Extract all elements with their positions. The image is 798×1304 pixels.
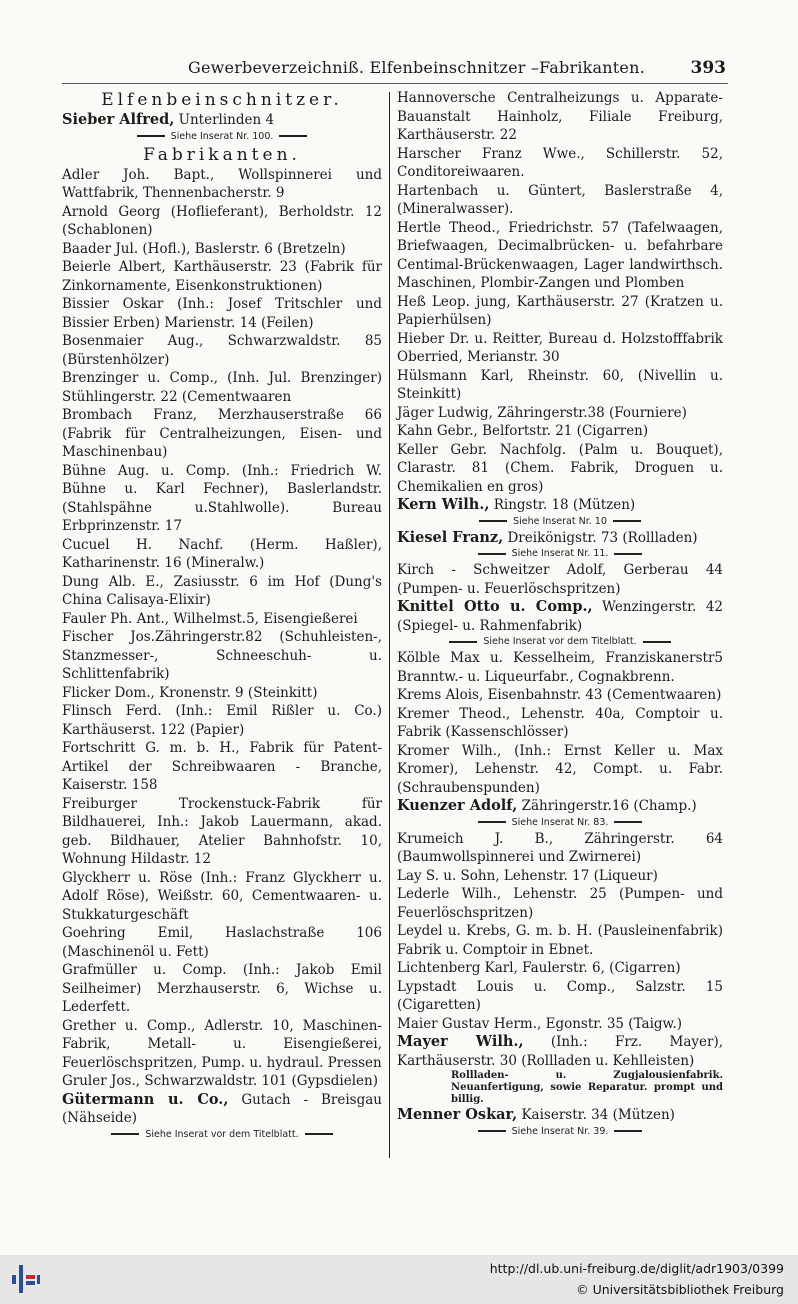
entry-name: Gütermann u. Co., (62, 1090, 229, 1108)
section-heading-elfenbeinschnitzer: Elfenbeinschnitzer. (101, 90, 343, 110)
inserat-note: Siehe Inserat vor dem Titelblatt. (397, 635, 723, 649)
directory-entry: Hülsmann Karl, Rheinstr. 60, (Nivellin u. Steinkitt) (397, 367, 723, 402)
entry-name: Knittel Otto u. Comp., (397, 598, 593, 615)
directory-entry: Hieber Dr. u. Reitter, Bureau d. Holzstofffabrik Oberried, Merianstr. 30 (397, 330, 723, 365)
viewer-footer (0, 1255, 798, 1304)
entry-kuenzer (397, 797, 723, 816)
inserat-note: Siehe Inserat vor dem Titelblatt. (62, 1128, 382, 1142)
directory-entry: Adler Joh. Bapt., Wollspinnerei und Wattfabrik, Thennenbacherstr. 9 (62, 166, 382, 201)
directory-entry: Flinsch Ferd. (Inh.: Emil Rißler u. Co.) Karthäuserst. 122 (Papier) (62, 703, 382, 738)
directory-entry: Krems Alois, Eisenbahnstr. 43 (Cementwaaren) (397, 687, 722, 703)
directory-entry: Grether u. Comp., Adlerstr. 10, Maschinen-Fabrik, Metall- u. Eisengießerei, Feuerlöschspritzen, Pump. u. hydraul. Pressen (62, 1017, 382, 1071)
running-header (60, 58, 726, 82)
entry-sieber (62, 111, 382, 130)
directory-entry: Harscher Franz Wwe., Schillerstr. 52, Conditoreiwaaren. (397, 145, 723, 180)
directory-entry: Arnold Georg (Hoflieferant), Berholdstr. 12 (Schablonen) (62, 203, 382, 238)
entry-name: Kiesel Franz, (397, 528, 504, 546)
directory-entry: Freiburger Trockenstuck-Fabrik für Bildhauerei, Inh.: Jakob Lauermann, akad. geb. Bildhauer, Atelier Bahnhofstr. 10, Wohnung Hildastr. 12 (62, 795, 382, 867)
entry-knittel (397, 598, 723, 635)
directory-entry: Cucuel H. Nachf. (Herm. Haßler), Katharinenstr. 16 (Mineralw.) (62, 536, 382, 571)
directory-entry: Grafmüller u. Comp. (Inh.: Jakob Emil Seilheimer) Merzhauserstr. 6, Wichse u. Lederfett. (62, 962, 382, 1015)
directory-entry: Flicker Dom., Kronenstr. 9 (Steinkitt) (62, 684, 318, 701)
entry-text: Ringstr. 18 (Mützen) (489, 497, 636, 513)
directory-entry: Fortschritt G. m. b. H., Fabrik für Patent-Artikel der Schreibwaaren - Branche, Kaiserstr. 158 (62, 740, 382, 793)
entry-name: Menner Oskar, (397, 1106, 518, 1123)
section-heading-fabrikanten: Fabrikanten. (143, 144, 301, 165)
entry-text: Wenzingerstr. 42 (Spiegel- u. Rahmenfabrik) (397, 599, 723, 634)
directory-entry: Lypstadt Louis u. Comp., Salzstr. 15 (Cigaretten) (397, 978, 723, 1013)
directory-entry: Fauler Ph. Ant., Wilhelmst.5, Eisengießerei (62, 610, 358, 627)
directory-entry: Kölble Max u. Kesselheim, Franziskanerstr5 Branntw.- u. Liqueurfabr., Cognakbrenn. (397, 650, 723, 685)
header-title: Gewerbeverzeichniß. Elfenbeinschnitzer –Fabrikanten. (188, 58, 645, 77)
entry-mayer (397, 1033, 723, 1070)
directory-entry: Brombach Franz, Merzhauserstraße 66 (Fabrik für Centralheizungen, Eisen- und Maschinenbau) (62, 407, 382, 460)
directory-entry: Keller Gebr. Nachfolg. (Palm u. Bouquet), Clarastr. 81 (Chem. Fabrik, Droguen u. Chemikalien en gros) (397, 441, 723, 495)
entry-text: Kaiserstr. 34 (Mützen) (517, 1107, 675, 1123)
library-logo-icon (12, 1262, 40, 1296)
directory-entry: Heß Leop. jung, Karthäuserstr. 27 (Kratzen u. Papierhülsen) (397, 293, 723, 328)
directory-entry: Gruler Jos., Schwarzwaldstr. 101 (Gypsdielen) (62, 1073, 378, 1089)
directory-entry: Goehring Emil, Haslachstraße 106 (Maschinenöl u. Fett) (62, 925, 382, 960)
directory-entry: Baader Jul. (Hofl.), Baslerstr. 6 (Bretzeln) (62, 240, 346, 257)
advert-notice: Rollladen- u. Zugjalousienfabrik. Neuanfertigung, sowie Reparatur. prompt und billig. (451, 1070, 723, 1105)
entry-guetermann (62, 1091, 382, 1128)
directory-entry: Bissier Oskar (Inh.: Josef Tritschler und Bissier Erben) Marienstr. 14 (Feilen) (62, 296, 382, 331)
directory-entry: Kromer Wilh., (Inh.: Ernst Keller u. Max Kromer), Lehenstr. 42, Compt. u. Fabr. (Schraubenspunden) (397, 742, 723, 796)
entry-text: Gutach - Breisgau (Nähseide) (62, 1091, 382, 1126)
inserat-note: Siehe Inserat Nr. 11. (397, 547, 723, 561)
entry-name: Kern Wilh., (397, 496, 490, 513)
entry-name: Sieber Alfred, (62, 111, 175, 128)
directory-entry: Dung Alb. E., Zasiusstr. 6 im Hof (Dung's China Calisaya-Elixir) (62, 573, 382, 608)
left-column (62, 89, 382, 1142)
directory-entry: Hannoversche Centralheizungs u. Apparate-Bauanstalt Hainholz, Filiale Freiburg, Karthäuserstr. 22 (397, 90, 723, 143)
entry-text: (Inh.: Frz. Mayer), Karthäuserstr. 30 (Rollladen u. Kehlleisten) (397, 1034, 723, 1069)
directory-entry: Bühne Aug. u. Comp. (Inh.: Friedrich W. Bühne u. Karl Fechner), Baslerlandstr. (Stahlspähne u.Stahlwolle). Bureau Erbprinzenstr. 17 (62, 462, 382, 534)
column-divider (389, 92, 390, 1158)
entry-kiesel (397, 529, 723, 548)
directory-entry: Hertle Theod., Friedrichstr. 57 (Tafelwaagen, Briefwaagen, Decimalbrücken- u. befahrbare Centimal-Brückenwaagen, Lager landwirthsch. Maschinen, Plombir-Zangen und Plomben (397, 219, 723, 291)
directory-entry: Maier Gustav Herm., Egonstr. 35 (Taigw.) (397, 1015, 683, 1032)
directory-entry: Glyckherr u. Röse (Inh.: Franz Glyckherr u. Adolf Röse), Weißstr. 60, Cementwaaren- u. Stukkaturgeschäft (62, 869, 382, 923)
directory-entry: Kremer Theod., Lehenstr. 40a, Comptoir u. Fabrik (Kassenschlösser) (397, 705, 723, 740)
inserat-note: Siehe Inserat Nr. 10 (397, 515, 723, 529)
directory-entry: Bosenmaier Aug., Schwarzwaldstr. 85 (Bürstenhölzer) (62, 333, 382, 368)
entry-text: Unterlinden 4 (174, 112, 275, 128)
right-column (397, 89, 723, 1139)
directory-entry: Leydel u. Krebs, G. m. b. H. (Pausleinenfabrik) Fabrik u. Comptoir in Ebnet. (397, 923, 723, 958)
permalink-url[interactable]: http://dl.ub.uni-freiburg.de/diglit/adr1903/0399 (489, 1261, 784, 1276)
inserat-note: Siehe Inserat Nr. 83. (397, 816, 723, 830)
directory-entry: Kirch - Schweitzer Adolf, Gerberau 44 (Pumpen- u. Feuerlöschspritzen) (397, 562, 723, 597)
directory-entry: Lay S. u. Sohn, Lehenstr. 17 (Liqueur) (397, 867, 658, 884)
inserat-note: Siehe Inserat Nr. 100. (62, 130, 382, 144)
directory-entry: Hartenbach u. Güntert, Baslerstraße 4, (Mineralwasser). (397, 182, 723, 217)
entry-kern (397, 496, 723, 515)
directory-entry: Kahn Gebr., Belfortstr. 21 (Cigarren) (397, 423, 649, 439)
copyright-text: © Universitätsbibliothek Freiburg (576, 1282, 784, 1297)
directory-entry: Lichtenberg Karl, Faulerstr. 6, (Cigarren) (397, 960, 681, 976)
entry-text: Zähringerstr.16 (Champ.) (517, 798, 697, 814)
directory-entry: Jäger Ludwig, Zähringerstr.38 (Fourniere) (397, 404, 687, 421)
directory-entry: Lederle Wilh., Lehenstr. 25 (Pumpen- und Feuerlöschspritzen) (397, 886, 723, 921)
entry-name: Kuenzer Adolf, (397, 797, 518, 814)
entry-name: Mayer Wilh., (397, 1033, 524, 1050)
entry-text: Dreikönigstr. 73 (Rollladen) (503, 529, 698, 546)
header-rule (62, 83, 728, 84)
directory-entry: Krumeich J. B., Zähringerstr. 64 (Baumwollspinnerei und Zwirnerei) (397, 830, 723, 865)
page-number: 393 (690, 58, 726, 78)
directory-entry: Beierle Albert, Karthäuserstr. 23 (Fabrik für Zinkornamente, Eisenkonstruktionen) (62, 259, 382, 294)
inserat-note: Siehe Inserat Nr. 39. (397, 1125, 723, 1139)
directory-entry: Fischer Jos.Zähringerstr.82 (Schuhleisten-, Stanzmesser-, Schneeschuh- u. Schlittenfabrik) (62, 629, 382, 682)
entry-menner (397, 1106, 723, 1125)
directory-entry: Brenzinger u. Comp., (Inh. Jul. Brenzinger) Stühlingerstr. 22 (Cementwaaren (62, 370, 382, 405)
